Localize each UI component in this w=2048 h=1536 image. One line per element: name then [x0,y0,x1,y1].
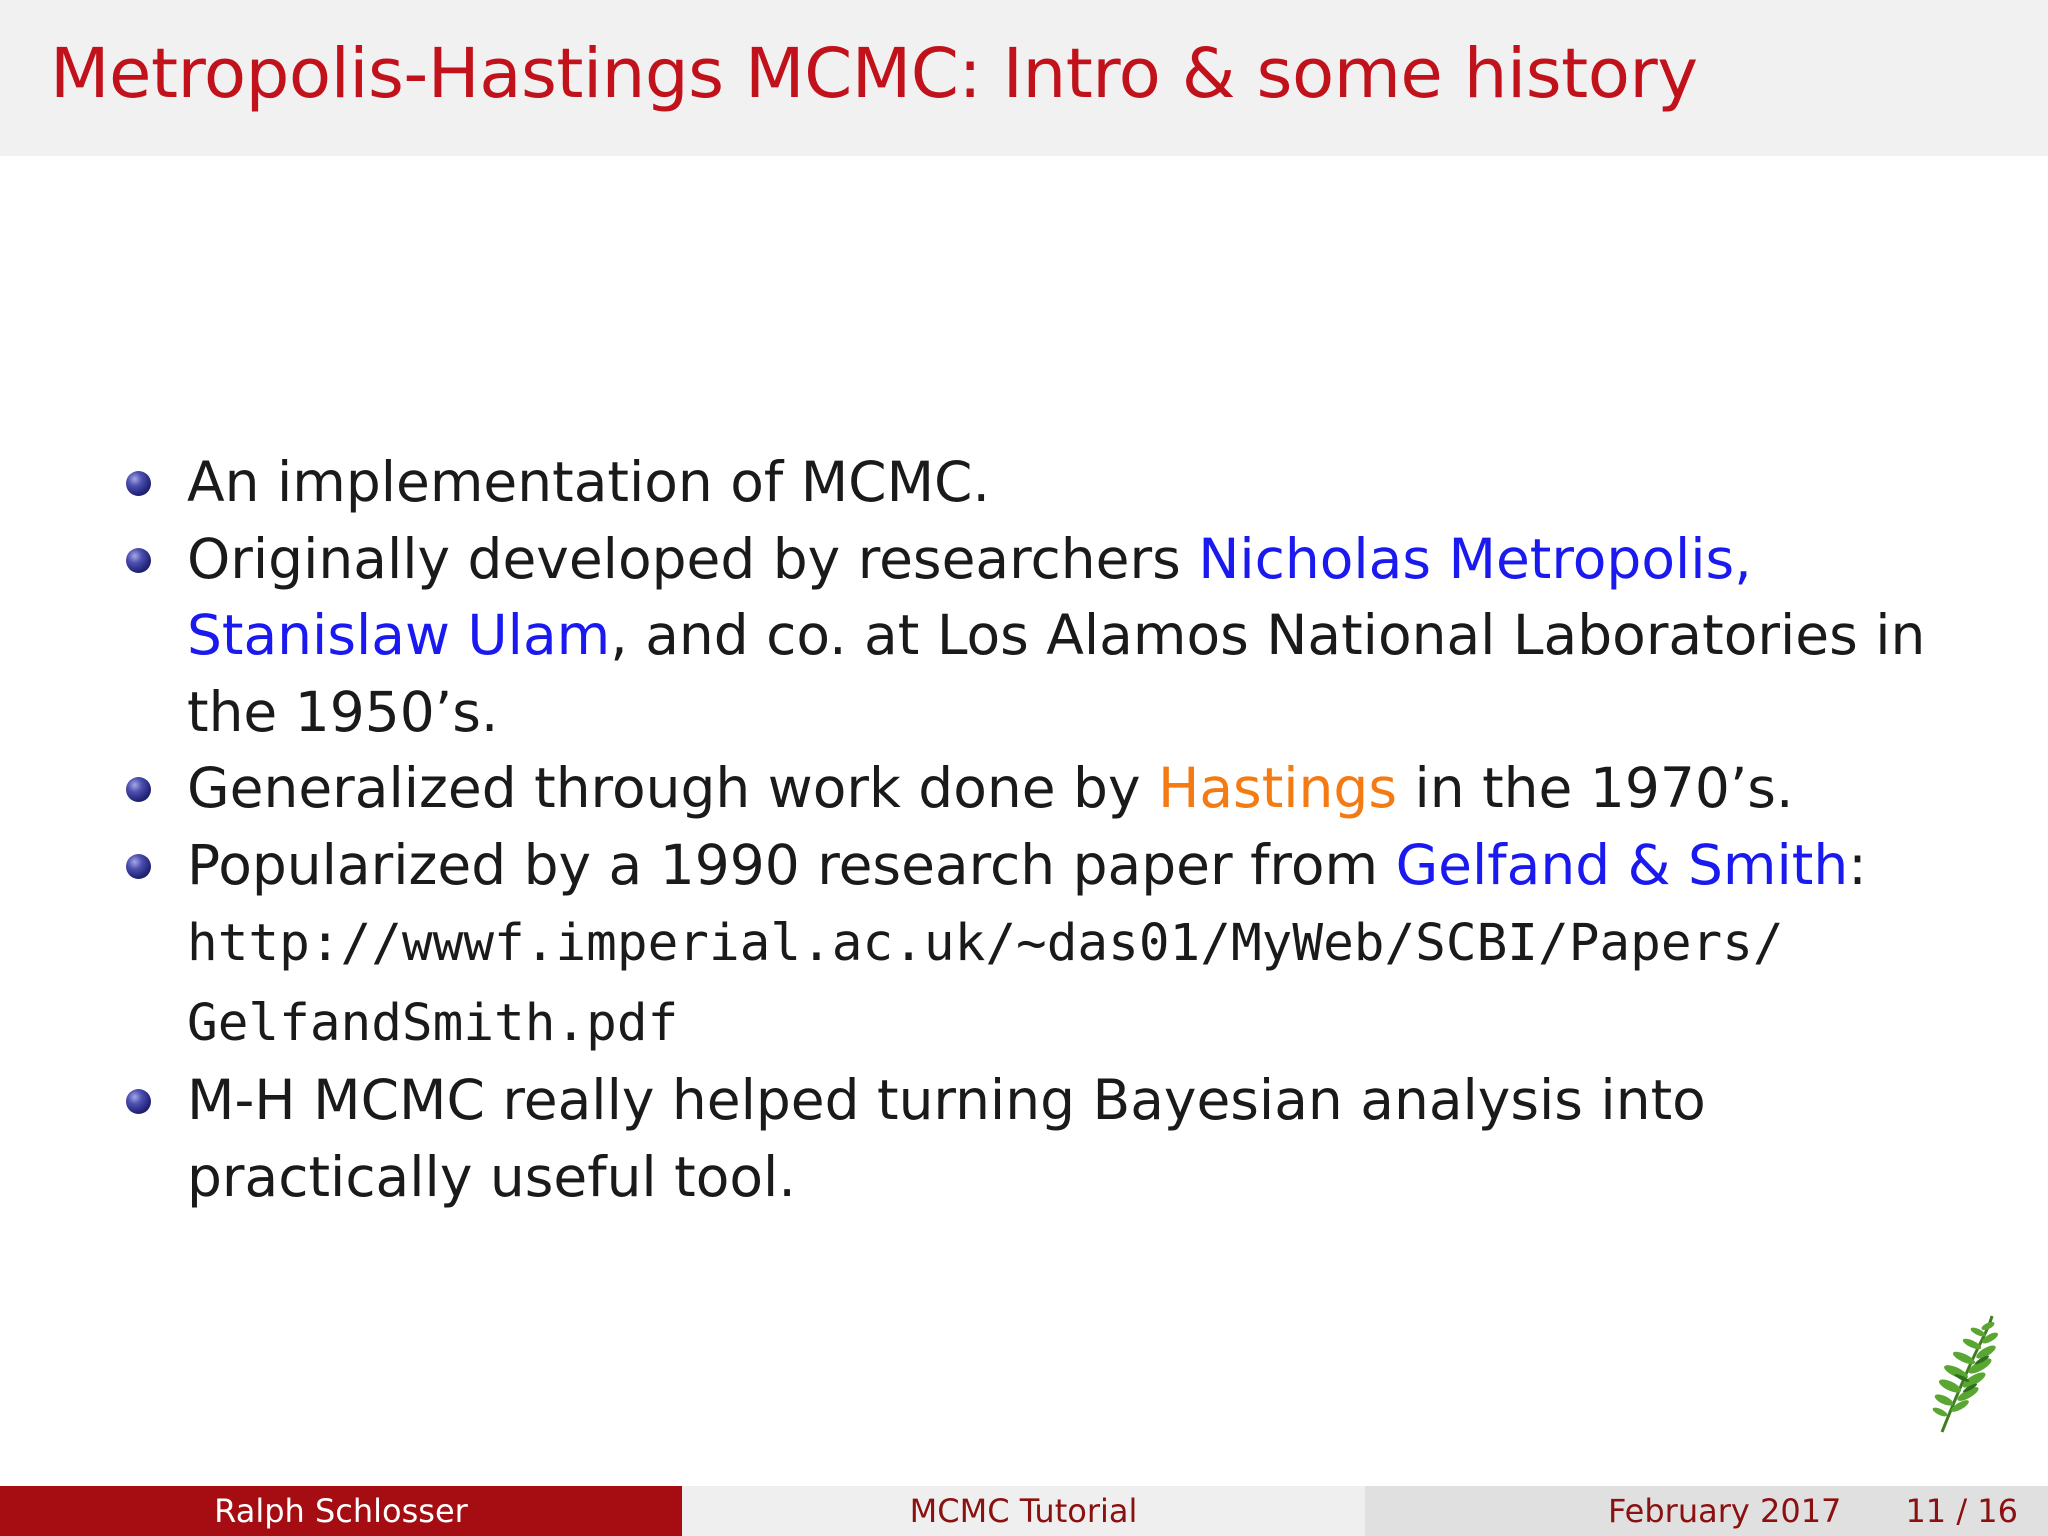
slide-footer [0,1486,2048,1536]
bullet-text: Generalized through work done by [187,756,1158,820]
ball-bullet-icon [126,471,151,496]
link-gelfand-smith[interactable]: Gelfand & Smith [1395,832,1849,897]
footer-right [1365,1486,2048,1536]
bullet-item [122,1062,1952,1215]
bullet-item [122,444,1952,521]
footer-date: February 2017 [1608,1492,1842,1530]
bullet-item [122,750,1952,827]
ball-bullet-icon [126,777,151,802]
bullet-text: An implementation of MCMC. [187,450,990,514]
bullet-text: : [1848,832,1867,897]
footer-page-number: 11 / 16 [1905,1492,2018,1530]
footer-talk-title: MCMC Tutorial [682,1486,1365,1536]
bullet-list [122,444,1952,1215]
ball-bullet-icon [126,854,151,879]
ball-bullet-icon [126,1089,151,1114]
slide-title: Metropolis-Hastings MCMC: Intro & some history [50,34,1698,114]
bullet-text: M-H MCMC really helped turning Bayesian analysis into practically useful tool. [187,1068,1706,1209]
bullet-text: Originally developed by researchers [187,526,1199,591]
paper-url-line-1[interactable]: http://wwwf.imperial.ac.uk/~das01/MyWeb/SCBI/Papers/ [187,914,1784,973]
bullet-text: in the 1970’s. [1397,756,1794,820]
fern-icon [1928,1312,2000,1436]
ball-bullet-icon [126,548,151,573]
link-hastings[interactable]: Hastings [1158,756,1397,820]
link-metropolis-ulam[interactable]: Nicholas Metropolis, Stanislaw Ulam [187,526,1752,667]
paper-url-line-2[interactable]: GelfandSmith.pdf [187,993,679,1053]
bullet-item [122,521,1952,751]
footer-author: Ralph Schlosser [0,1486,682,1536]
bullet-text: , and co. at Los Alamos National Laboratories in the 1950’s. [187,603,1926,744]
bullet-text: Popularized by a 1990 research paper from [187,832,1396,897]
bullet-item [122,827,1952,1063]
slide-header [0,0,2048,156]
